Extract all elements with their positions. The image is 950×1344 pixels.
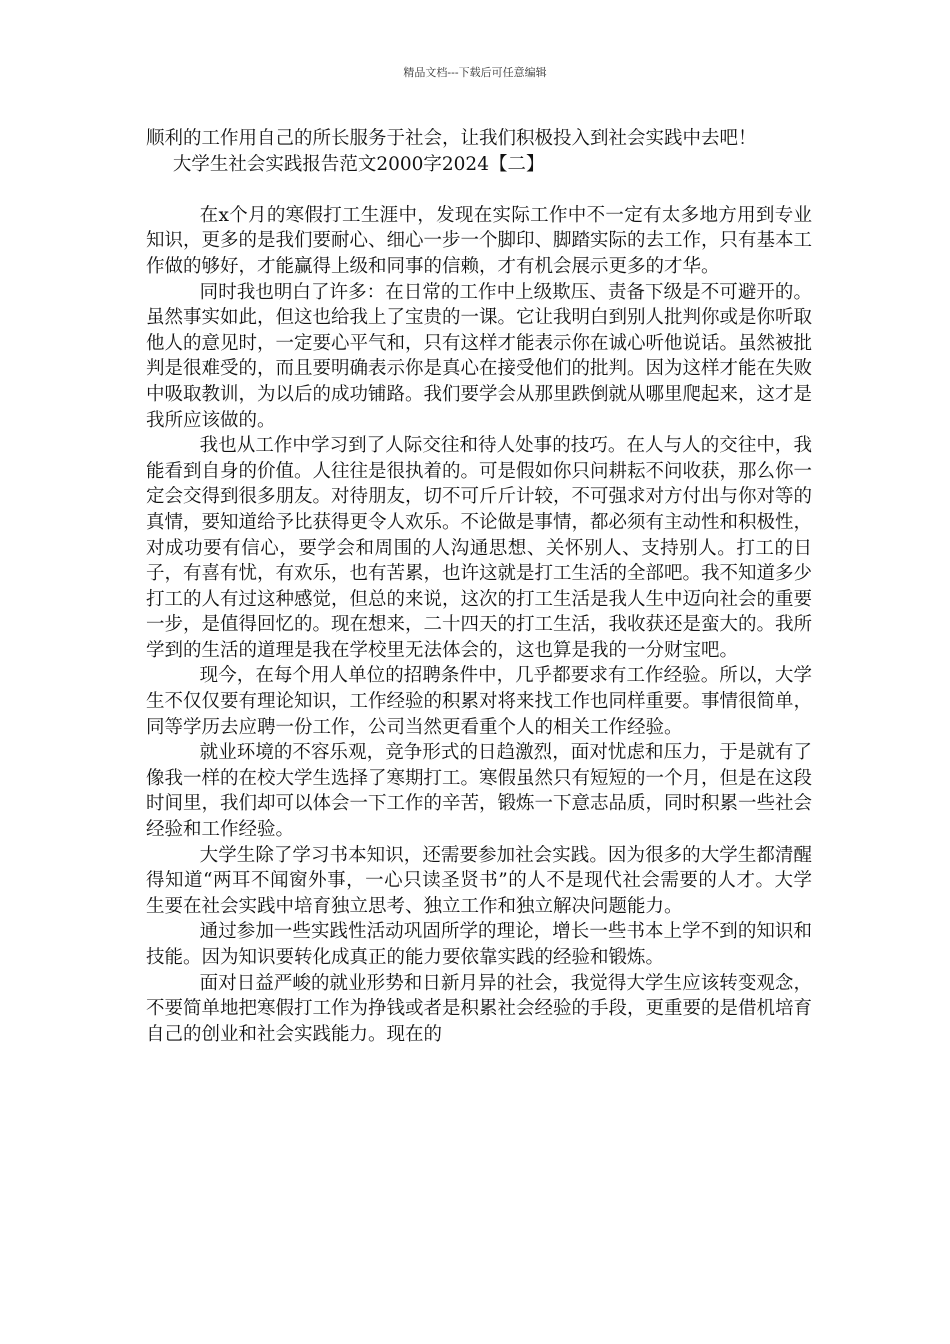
paragraph: 在x个月的寒假打工生涯中，发现在实际工作中不一定有太多地方用到专业知识，更多的是我们要耐心、细心一步一个脚印、脚踏实际的去工作，只有基本工作做的够好，才能赢得上级和同事的信赖，才有机会展示更多的才华。: [146, 204, 813, 277]
paragraph: 现今，在每个用人单位的招聘条件中，几乎都要求有工作经验。所以，大学生不仅仅要有理论知识，工作经验的积累对将来找工作也同样重要。事情很简单，同等学历去应聘一份工作，公司当然更看重个人的相关工作经验。: [146, 665, 813, 738]
paragraph-continuation: 顺利的工作用自己的所长服务于社会，让我们积极投入到社会实践中去吧！: [146, 128, 757, 149]
paragraph: 面对日益严峻的就业形势和日新月异的社会，我觉得大学生应该转变观念，不要简单地把寒假打工作为挣钱或者是积累社会经验的手段，更重要的是借机培育自己的创业和社会实践能力。现在的: [146, 972, 813, 1045]
paragraph: 我也从工作中学习到了人际交往和待人处事的技巧。在人与人的交往中，我能看到自身的价值。人往往是很执着的。可是假如你只问耕耘不问收获，那么你一定会交得到很多朋友。对待朋友，切不可斤斤计较，不可强求对方付出与你对等的真情，要知道给予比获得更令人欢乐。不论做是事情，都必须有主动性和积极性，对成功要有信心，要学会和周围的人沟通思想、关怀别人、支持别人。打工的日子，有喜有忧，有欢乐，也有苦累，也许这就是打工生活的全部吧。我不知道多少打工的人有过这种感觉，但总的来说，这次的打工生活是我人生中迈向社会的重要一步，是值得回忆的。现在想来，二十四天的打工生活，我收获还是蛮大的。我所学到的生活的道理是我在学校里无法体会的，这也算是我的一分财宝吧。: [146, 435, 813, 661]
document-body: [146, 126, 812, 1047]
paragraph: 就业环境的不容乐观，竞争形式的日趋激烈，面对忧虑和压力，于是就有了像我一样的在校大学生选择了寒期打工。寒假虽然只有短短的一个月，但是在这段时间里，我们却可以体会一下工作的辛苦，锻炼一下意志品质，同时积累一些社会经验和工作经验。: [146, 742, 813, 841]
paragraph: 大学生除了学习书本知识，还需要参加社会实践。因为很多的大学生都清醒得知道“两耳不闻窗外事，一心只读圣贤书”的人不是现代社会需要的人才。大学生要在社会实践中培育独立思考、独立工作和独立解决问题能力。: [146, 844, 812, 917]
page-header: 精品文档---下载后可任意编辑: [403, 66, 547, 79]
section-title: 大学生社会实践报告范文2000字2024【二】: [172, 153, 545, 175]
paragraph: 通过参加一些实践性活动巩固所学的理论，增长一些书本上学不到的知识和技能。因为知识要转化成真正的能力要依靠实践的经验和锻炼。: [146, 921, 812, 968]
paragraph: 同时我也明白了许多：在日常的工作中上级欺压、责备下级是不可避开的。虽然事实如此，但这也给我上了宝贵的一课。它让我明白到别人批判你或是你听取他人的意见时，一定要心平气和，只有这样才能表示你在诚心听他说话。虽然被批判是很难受的，而且要明确表示你是真心在接受他们的批判。因为这样才能在失败中吸取教训，为以后的成功铺路。我们要学会从那里跌倒就从哪里爬起来，这才是我所应该做的。: [146, 281, 813, 431]
